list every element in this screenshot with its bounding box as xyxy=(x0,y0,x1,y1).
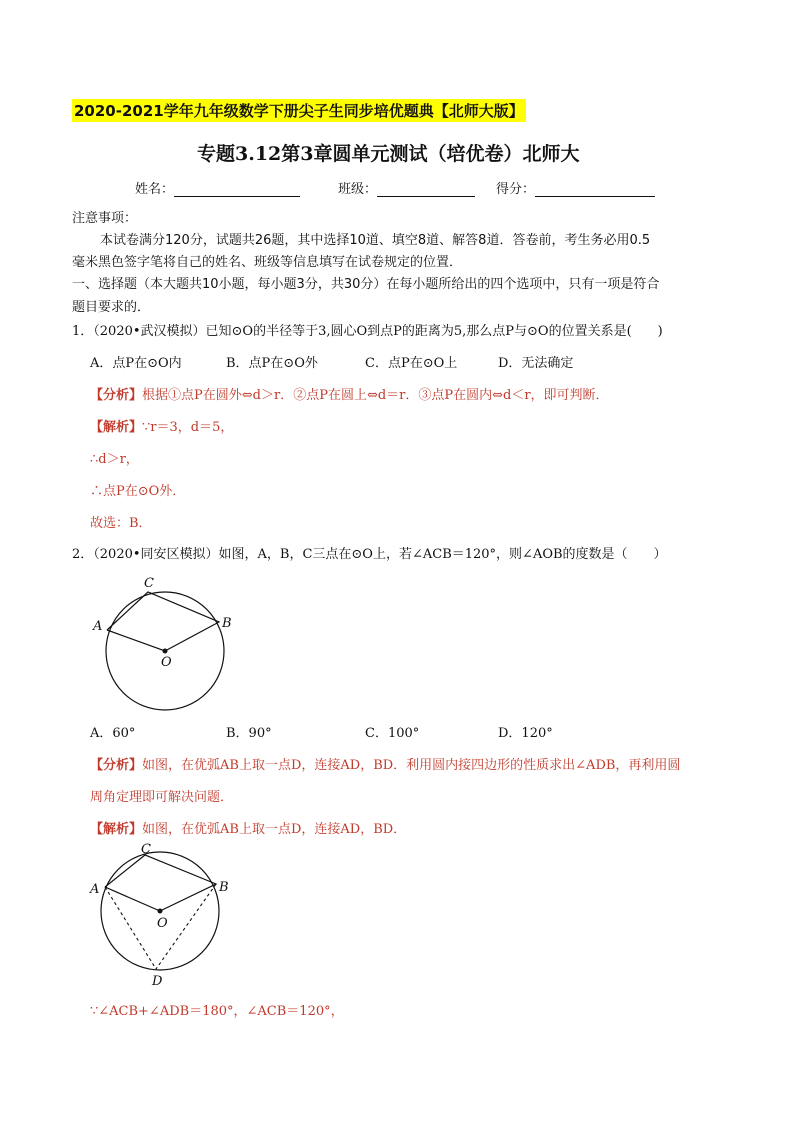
q2-figure-2 xyxy=(88,840,248,990)
q1-step-2: ∴点P在⊙O外． xyxy=(90,484,186,499)
dashed-ad xyxy=(105,887,156,969)
center-point xyxy=(163,649,168,654)
q2-analysis-tag: 【分析】 xyxy=(90,758,143,773)
q2-option-b: B．90° xyxy=(226,726,272,741)
q1-analysis xyxy=(90,384,609,403)
q2-solution xyxy=(90,818,406,837)
q2-stem: 2．（2020•同安区模拟）如图，A，B，C三点在⊙O上，若∠ACB＝120°，则∠AOB的度数是（ ） xyxy=(72,547,667,562)
q1-step-1: ∴d＞r， xyxy=(90,452,139,467)
q1-stem: 1．（2020•武汉模拟）已知⊙O的半径等于3,圆心O到点P的距离为5,那么点P与⊙O的位置关系是( ) xyxy=(72,324,663,339)
q2-figure-1 xyxy=(90,570,250,710)
label-o-2: O xyxy=(157,916,168,931)
page-title: 专题3.12第3章圆单元测试（培优卷）北师大 xyxy=(197,143,580,165)
q1-option-c: C．点P在⊙O上 xyxy=(365,356,458,371)
score-field xyxy=(496,178,655,197)
label-c: C xyxy=(144,576,154,591)
notes-heading: 注意事项： xyxy=(72,211,138,226)
figure-1-lines xyxy=(107,592,219,651)
q2-option-c: C．100° xyxy=(365,726,420,741)
q2-analysis xyxy=(90,754,680,773)
label-a-2: A xyxy=(90,882,100,897)
q2-step-1: ∵∠ACB+∠ADB＝180°，∠ACB＝120°， xyxy=(90,1004,344,1019)
q1-solution-text: ∵r＝3，d＝5， xyxy=(142,420,234,435)
q1-answer: 故选：B． xyxy=(90,516,152,531)
q1-analysis-tag: 【分析】 xyxy=(90,388,143,403)
q2-analysis-text-2: 周角定理即可解决问题． xyxy=(90,790,234,805)
q1-analysis-text: 根据①点P在圆外⇔d＞r．②点P在圆上⇔d＝r．③点P在圆内⇔d＜r，即可判断． xyxy=(142,388,609,403)
figure-2-solid-lines xyxy=(105,855,216,911)
q1-option-a: A．点P在⊙O内 xyxy=(90,356,182,371)
label-c-2: C xyxy=(141,842,151,857)
label-b-2: B xyxy=(219,880,229,895)
class-blank xyxy=(377,182,475,197)
section-1-line-1: 一、选择题（本大题共10小题，每小题3分，共30分）在每小题所给出的四个选项中，只有一项是符合 xyxy=(72,277,660,292)
class-field xyxy=(338,178,475,197)
score-label: 得分： xyxy=(496,182,536,197)
q1-solution-tag: 【解析】 xyxy=(90,420,143,435)
notes-line-1: 本试卷满分120分，试题共26题，其中选择10道、填空8道、解答8道．答卷前，考生务必用0.5 xyxy=(100,233,651,248)
label-a: A xyxy=(93,619,103,634)
q2-solution-text: 如图，在优弧AB上取一点D，连接AD，BD． xyxy=(142,822,407,837)
center-point-2 xyxy=(158,909,163,914)
q1-option-d: D．无法确定 xyxy=(498,356,574,371)
q2-option-a: A．60° xyxy=(90,726,136,741)
q2-solution-tag: 【解析】 xyxy=(90,822,143,837)
label-o: O xyxy=(161,655,172,670)
name-field xyxy=(135,178,300,197)
section-1-line-2: 题目要求的． xyxy=(72,300,151,315)
score-blank xyxy=(535,182,655,197)
q1-option-b: B．点P在⊙O外 xyxy=(226,356,318,371)
series-banner: 2020-2021学年九年级数学下册尖子生同步培优题典【北师大版】 xyxy=(72,99,526,122)
notes-line-2: 毫米黑色签字笔将自己的姓名、班级等信息填写在试卷规定的位置． xyxy=(72,255,463,270)
label-d-2: D xyxy=(152,974,163,989)
q2-analysis-text-1: 如图，在优弧AB上取一点D，连接AD，BD．利用圆内接四边形的性质求出∠ADB，再利用圆 xyxy=(142,758,681,773)
name-blank xyxy=(174,182,300,197)
q1-solution xyxy=(90,416,233,435)
class-label: 班级： xyxy=(338,182,378,197)
name-label: 姓名： xyxy=(135,182,175,197)
q2-option-d: D．120° xyxy=(498,726,553,741)
label-b: B xyxy=(222,616,232,631)
